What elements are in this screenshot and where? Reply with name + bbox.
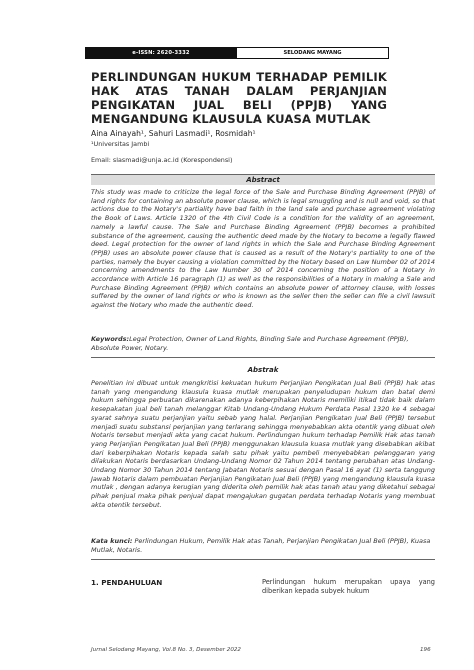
- section-heading: 1. PENDAHULUAN: [91, 578, 163, 587]
- kata-kunci-label: Kata kunci:: [91, 537, 133, 545]
- footer-journal-info: Jurnal Selodang Mayang, Vol.8 No. 3, Desember 2022: [91, 647, 241, 653]
- author-list: Aina Ainayah¹, Sahuri Lasmadi¹, Rosmidah¹: [91, 129, 256, 138]
- journal-header-bar: [85, 47, 389, 59]
- correspondence-email: Email: slasmadi@unja.ac.id (Korespondensi): [91, 156, 233, 164]
- keywords-label: Keywords:: [91, 335, 130, 343]
- page-number: 196: [420, 647, 431, 653]
- issn-label: e-ISSN: 2620-3332: [85, 47, 237, 59]
- abstrak-keywords: [91, 537, 435, 554]
- journal-name-label: SELODANG MAYANG: [237, 47, 389, 59]
- abstrak-heading: Abstrak: [91, 364, 435, 375]
- keywords-text: Legal Protection, Owner of Land Rights, Binding Sale and Purchase Agreement (PPJB), Absolute Power, Notary.: [91, 335, 409, 352]
- abstract-keywords: [91, 335, 435, 352]
- kata-kunci-text: Perlindungan Hukum, Pemilik Hak atas Tanah, Perjanjian Pengikatan Jual Beli (PPJB), Kuasa Mutlak, Notaris.: [91, 537, 431, 554]
- abstract-heading: Abstract: [91, 174, 435, 185]
- abstract-text: This study was made to criticize the legal force of the Sale and Purchase Binding Agreement (PPJB) of land rights for containing an absolute power clause, which is legal smuggling and is null and void, so that actions due to the Notary's partiality have bad faith in the land sale and purchase agreement violating the Book of Laws. Article 1320 of the 4th Civil Code is a condition for the validity of an agreement, namely a lawful cause. The Sale and Purchase Binding Agreement (PPJB) becomes a prohibited substance of the agreement, causing the authentic deed made by the Notary to become a legally flawed deed. Legal protection for the owner of land rights in which the Sale and Purchase Binding Agreement (PPJB) uses an absolute power clause that is caused as a result of the Notary's partiality to one of the parties, namely the buyer causing a violation committed by the Notary based on Law Number 02 of 2014 concerning amendments to the Law Number 30 of 2014 concerning the position of a Notary in accordance with Article 16 paragraph (1) as well as the responsibilities of a Notary in making a Sale and Purchase Binding Agreement (PPJB) which contains an absolute power of attorney clause, with losses suffered by the owner of land rights or who is known as the seller then the seller can file a civil lawsuit against the Notary who made the authentic deed.: [91, 188, 435, 310]
- abstract-divider: [91, 357, 435, 358]
- abstrak-text: Penelitian ini dibuat untuk mengkritisi kekuatan hukum Perjanjian Pengikatan Jual Beli (PPJB) hak atas tanah yang mengandung klausula kuasa mutlak merupakan penyeludupan hukum dan batal demi hukum sehingga perbuatan dikarenakan adanya keberpihakan Notaris memiliki itikad tidak baik dalam kesepakatan jual beli tanah melanggar Kitab Undang-Undang Hukum Perdata Pasal 1320 ke 4 sebagai syarat sahnya suatu perjanjian yaitu sebab yang halal. Perjanjian Pengikatan Jual Beli (PPJB) tersebut menjadi suatu substansi perjanjian yang terlarang sehingga menyebabkan akta otentik yang dibuat oleh Notaris tersebut menjadi akta yang cacat hukum. Perlindungan hukum terhadap Pemilik Hak atas tanah yang Perjanjian Pengikatan Jual Beli (PPJB) menggunakan klausula kuasa mutlak yang disebabkan akibat dari keberpihakan Notaris kepada salah satu pihak yaitu pembeli menyebabkan pelanggaran yang dilakukan Notaris berdasarkan Undang-Undang Nomor 02 Tahun 2014 tentang perubahan atas Undang-Undang Nomor 30 Tahun 2014 tentang Jabatan Notaris sesuai dengan Pasal 16 ayat (1) serta tanggung Jawab Notaris dalam pembuatan Perjanjian Pengikatan Jual Beli (PPJB) yang mengandung klausula kuasa mutlak , dengan adanya kerugian yang diderita oleh pemilik hak atas tanah atau yang diketahui sebagai pihak penjual maka pihak penjual dapat mengajukan gugatan perdata terhadap Notaris yang membuat akta otentik tersebut.: [91, 379, 435, 509]
- affiliation: ¹Universitas Jambi: [91, 140, 150, 148]
- abstrak-divider: [91, 559, 435, 560]
- paper-title: PERLINDUNGAN HUKUM TERHADAP PEMILIK HAK ATAS TANAH DALAM PERJANJIAN PENGIKATAN JUAL BELI (PPJB) YANG MENGANDUNG KLAUSULA KUASA MUTLAK: [91, 70, 387, 126]
- section-intro-text: Perlindungan hukum merupakan upaya yang diberikan kepada subyek hukum: [262, 578, 435, 595]
